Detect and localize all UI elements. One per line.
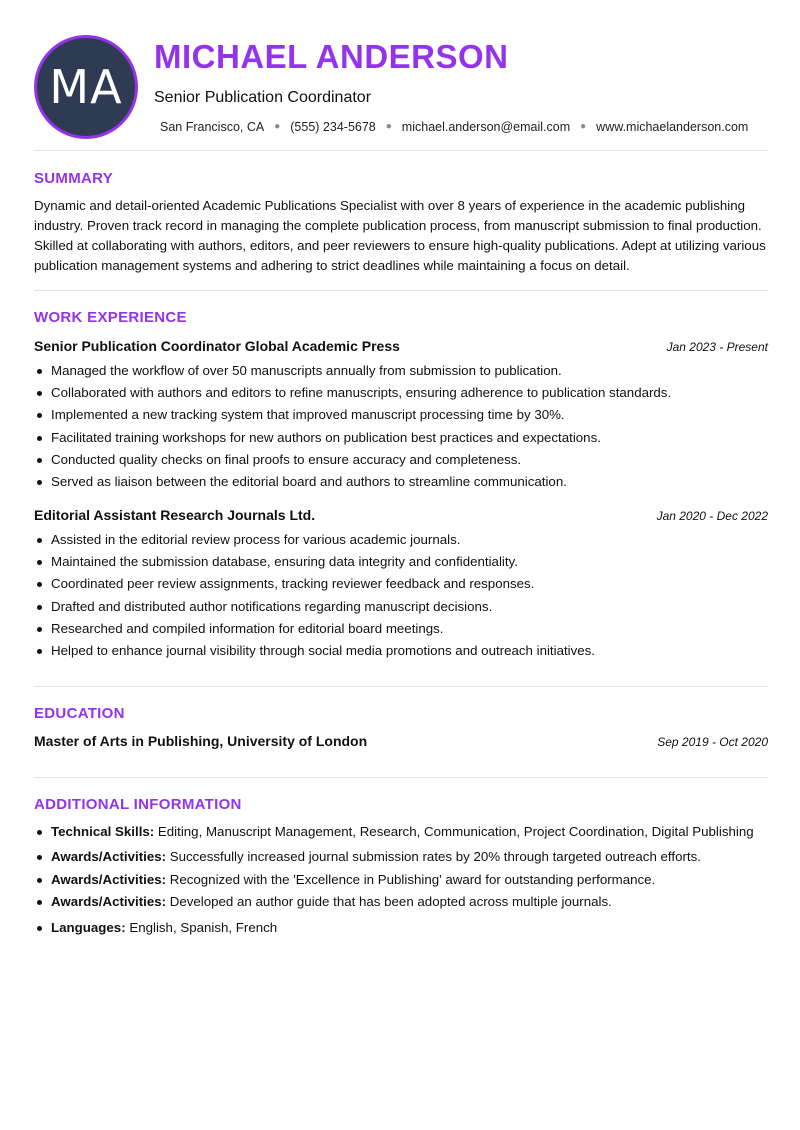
additional-list <box>34 822 768 940</box>
education-dates: Sep 2019 - Oct 2020 <box>657 735 768 749</box>
info-value: Successfully increased journal submission rates by 20% through targeted outreach efforts. <box>169 849 701 864</box>
info-value: Developed an author guide that has been adopted across multiple journals. <box>169 894 612 909</box>
experience-heading: WORK EXPERIENCE <box>34 309 187 326</box>
contact-email[interactable]: michael.anderson@email.com <box>401 120 571 134</box>
list-item: Served as liaison between the editorial board and authors to streamline communication. <box>34 472 768 494</box>
info-label: Awards/Activities: <box>51 872 167 887</box>
list-item: Drafted and distributed author notifications regarding manuscript decisions. <box>34 597 768 619</box>
summary-text: Dynamic and detail-oriented Academic Publications Specialist with over 8 years of experience in the academic publishing industry. Proven track record in managing the complete publication process, from manuscript submission to final production. Skilled at collaborating with authors, editors, and peer reviewers to ensure high-quality publications. Adept at utilizing various publication management systems and adhering to strict deadlines while maintaining a focus on detail. <box>34 198 766 273</box>
section-divider <box>34 150 768 151</box>
contact-line <box>160 120 748 134</box>
list-item: Assisted in the editorial review process for various academic journals. <box>34 530 768 552</box>
list-item: Helped to enhance journal visibility through social media promotions and outreach initiatives. <box>34 641 768 663</box>
degree: Master of Arts in Publishing, University of London <box>34 733 368 749</box>
list-item: Implemented a new tracking system that improved manuscript processing time by 30%. <box>34 405 768 427</box>
job-dates: Jan 2023 - Present <box>666 340 768 354</box>
info-value: English, Spanish, French <box>129 920 278 935</box>
summary-heading: SUMMARY <box>34 170 114 187</box>
separator-dot-icon: ● <box>385 121 392 132</box>
info-value: Recognized with the 'Excellence in Publishing' award for outstanding performance. <box>169 872 656 887</box>
contact-website[interactable]: www.michaelanderson.com <box>596 120 749 134</box>
job-bullets <box>34 530 768 663</box>
contact-phone: (555) 234-5678 <box>290 120 376 134</box>
list-item: Managed the workflow of over 50 manuscripts annually from submission to publication. <box>34 361 768 383</box>
education-entry <box>34 733 768 751</box>
list-item: Conducted quality checks on final proofs to ensure accuracy and completeness. <box>34 450 768 472</box>
list-item: Facilitated training workshops for new authors on publication best practices and expectations. <box>34 428 768 450</box>
job-title: Senior Publication Coordinator Global Academic Press <box>34 338 400 354</box>
candidate-name: MICHAEL ANDERSON <box>154 38 509 75</box>
list-item <box>34 870 768 892</box>
info-label: Awards/Activities: <box>51 849 167 864</box>
list-item: Researched and compiled information for editorial board meetings. <box>34 619 768 641</box>
education-heading: EDUCATION <box>34 705 125 722</box>
separator-dot-icon: ● <box>274 121 281 132</box>
resume-header <box>34 34 768 138</box>
job-header <box>34 507 768 525</box>
info-label: Awards/Activities: <box>51 894 167 909</box>
info-label: Technical Skills: <box>51 824 155 839</box>
list-item: Coordinated peer review assignments, tracking reviewer feedback and responses. <box>34 574 768 596</box>
list-item <box>34 822 768 847</box>
contact-location: San Francisco, CA <box>160 120 265 134</box>
job-dates: Jan 2020 - Dec 2022 <box>656 509 768 523</box>
separator-dot-icon: ● <box>580 121 587 132</box>
job-title: Editorial Assistant Research Journals Ltd. <box>34 507 316 523</box>
job-bullets <box>34 361 768 494</box>
info-label: Languages: <box>51 920 126 935</box>
candidate-role: Senior Publication Coordinator <box>154 89 372 106</box>
job-header <box>34 338 768 356</box>
avatar: MA <box>34 35 138 139</box>
section-divider <box>34 290 768 291</box>
section-divider <box>34 777 768 778</box>
list-item <box>34 918 768 940</box>
additional-heading: ADDITIONAL INFORMATION <box>34 796 242 813</box>
info-value: Editing, Manuscript Management, Research, Communication, Project Coordination, Digital Publishing <box>157 824 754 839</box>
section-divider <box>34 686 768 687</box>
list-item: Maintained the submission database, ensuring data integrity and confidentiality. <box>34 552 768 574</box>
list-item <box>34 892 768 918</box>
list-item <box>34 847 768 870</box>
list-item: Collaborated with authors and editors to refine manuscripts, ensuring adherence to publication standards. <box>34 383 768 405</box>
